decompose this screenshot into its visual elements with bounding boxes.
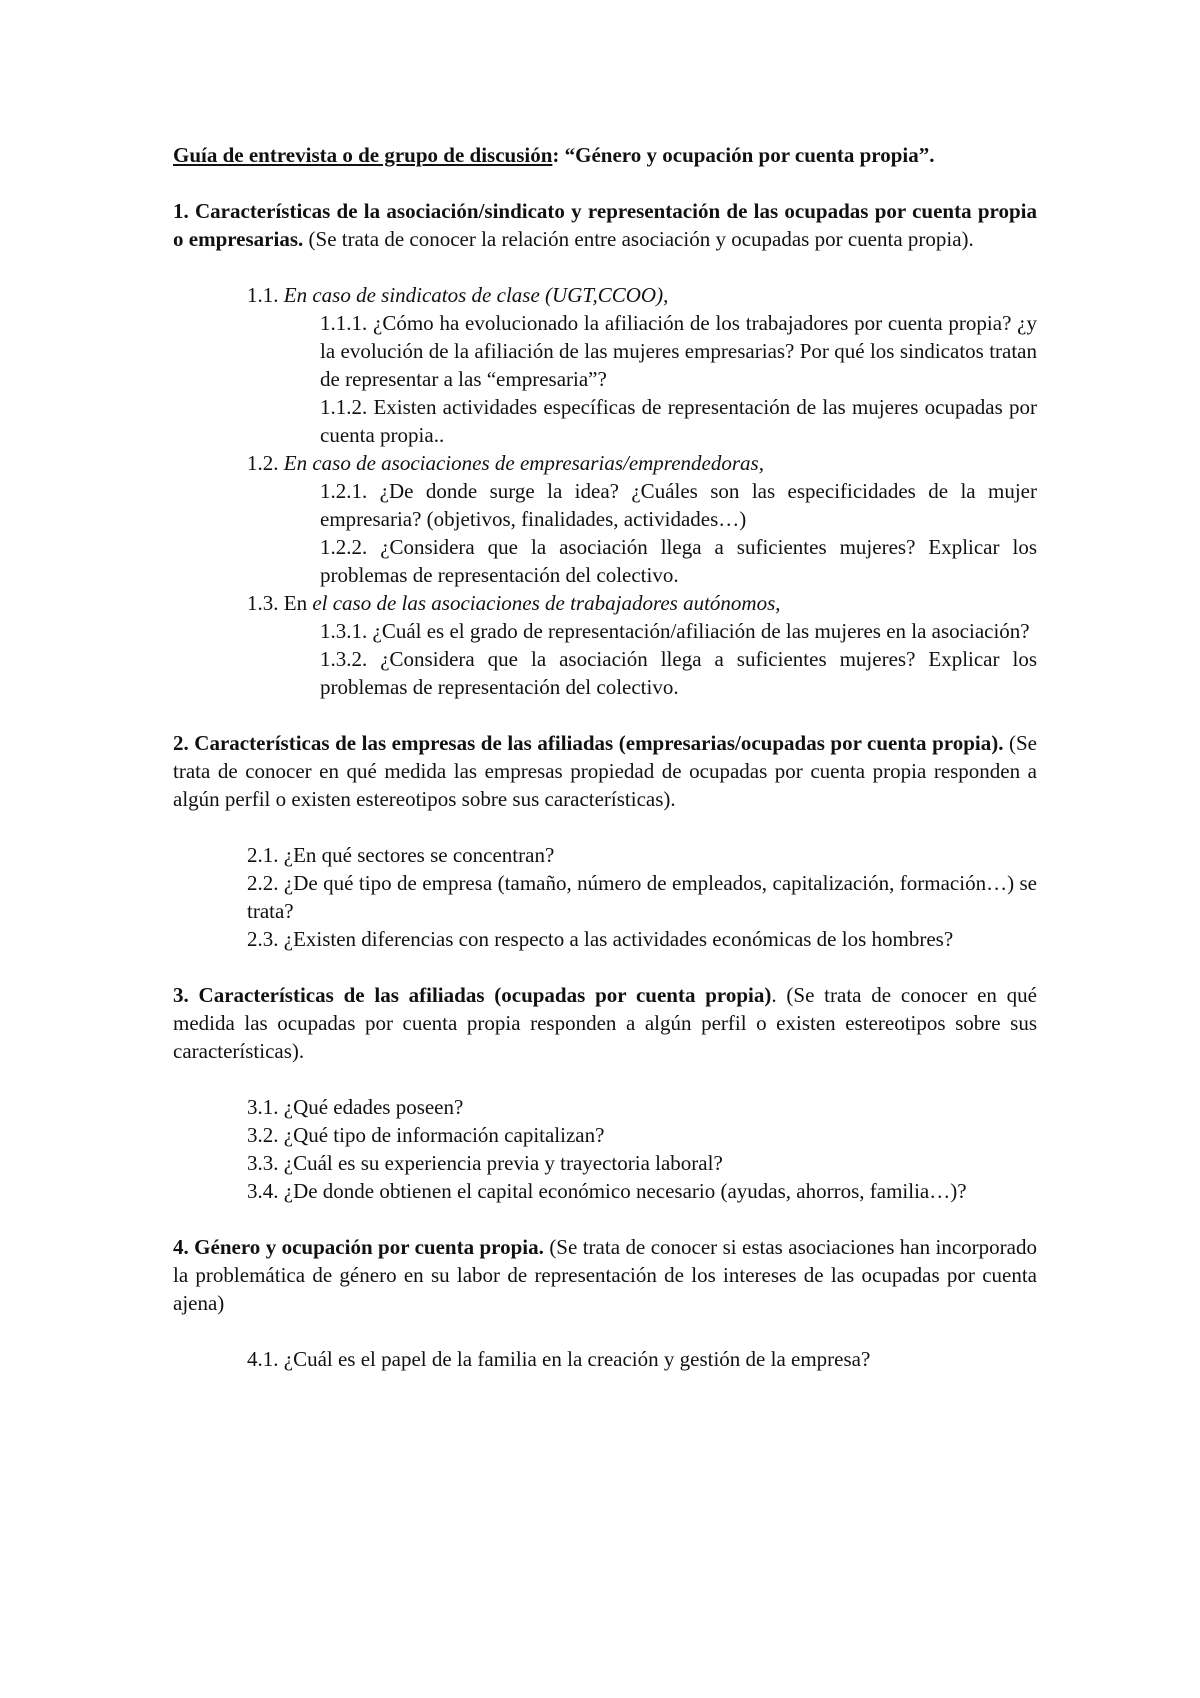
title-colon: :	[552, 143, 560, 167]
item-2-2: 2.2. ¿De qué tipo de empresa (tamaño, número de empleados, capitalización, formación…) se trata?	[247, 871, 1037, 923]
section-3-heading: 3. Características de las afiliadas (ocupadas por cuenta propia)	[173, 983, 772, 1007]
subsection-1-1-tail: ,	[663, 283, 669, 307]
item-4-1: 4.1. ¿Cuál es el papel de la familia en la creación y gestión de la empresa?	[247, 1347, 871, 1371]
subsection-1-1-number: 1.1.	[247, 283, 284, 307]
section-4-intro	[173, 1233, 1037, 1317]
question-1-2-2: 1.2.2. ¿Considera que la asociación llega a suficientes mujeres? Explicar los problemas de representación del colectivo.	[320, 535, 1037, 587]
item-3-1: 3.1. ¿Qué edades poseen?	[247, 1095, 464, 1119]
section-2-intro	[173, 729, 1037, 813]
document-title	[173, 141, 1037, 169]
section-4-desc: (Se trata de conocer si estas asociaciones han incorporado la problemática de género en su labor de representación de los intereses de las ocupadas por cuenta ajena)	[173, 1235, 1037, 1315]
subsection-1-2-number: 1.2.	[247, 451, 284, 475]
question-1-1-2: 1.1.2. Existen actividades específicas de representación de las mujeres ocupadas por cuenta propia..	[320, 395, 1037, 447]
title-underlined: Guía de entrevista o de grupo de discusión	[173, 143, 553, 167]
subsection-1-3-tail: ,	[775, 591, 781, 615]
subsection-1-1	[173, 281, 1037, 309]
section-1-intro	[173, 197, 1037, 253]
subsection-1-3	[173, 589, 1037, 617]
section-2-desc: (Se trata de conocer en qué medida las empresas propiedad de ocupadas por cuenta propia responden a algún perfil o existen estereotipos sobre sus características).	[173, 731, 1037, 811]
question-1-1-1: 1.1.1. ¿Cómo ha evolucionado la afiliación de los trabajadores por cuenta propia? ¿y la evolución de la afiliación de las mujeres empresarias? Por qué los sindicatos tratan de representar a las “empresaria”?	[320, 311, 1037, 391]
item-3-4: 3.4. ¿De donde obtienen el capital económico necesario (ayudas, ahorros, familia…)?	[247, 1179, 967, 1203]
item-2-1: 2.1. ¿En qué sectores se concentran?	[247, 843, 555, 867]
item-3-2: 3.2. ¿Qué tipo de información capitalizan?	[247, 1123, 605, 1147]
document-body	[173, 141, 1037, 1373]
subsection-1-2-label: En caso de asociaciones de empresarias/emprendedoras,	[283, 451, 764, 475]
section-4-heading: 4. Género y ocupación por cuenta propia.	[173, 1235, 544, 1259]
section-1-heading: 1. Características de la asociación/sindicato y representación de las ocupadas por cuenta propia o empresarias.	[173, 199, 1037, 251]
section-3-desc: . (Se trata de conocer en qué medida las ocupadas por cuenta propia responden a algún perfil o existen estereotipos sobre sus características).	[173, 983, 1038, 1063]
section-3-intro	[173, 981, 1037, 1065]
subsection-1-2	[173, 449, 1037, 477]
question-1-3-1: 1.3.1. ¿Cuál es el grado de representación/afiliación de las mujeres en la asociación?	[320, 619, 1030, 643]
question-1-3-2: 1.3.2. ¿Considera que la asociación llega a suficientes mujeres? Explicar los problemas de representación del colectivo.	[320, 647, 1037, 699]
subsection-1-3-number: 1.3. En	[247, 591, 313, 615]
subsection-1-3-label: el caso de las asociaciones de trabajadores autónomos	[312, 591, 776, 615]
title-quoted: “Género y ocupación por cuenta propia”.	[559, 143, 935, 167]
section-1-desc: (Se trata de conocer la relación entre asociación y ocupadas por cuenta propia).	[303, 227, 974, 251]
item-2-3: 2.3. ¿Existen diferencias con respecto a las actividades económicas de los hombres?	[247, 927, 954, 951]
subsection-1-1-label: En caso de sindicatos de clase (UGT,CCOO)	[283, 283, 664, 307]
question-1-2-1: 1.2.1. ¿De donde surge la idea? ¿Cuáles son las especificidades de la mujer empresaria? (objetivos, finalidades, actividades…)	[320, 479, 1037, 531]
item-3-3: 3.3. ¿Cuál es su experiencia previa y trayectoria laboral?	[247, 1151, 723, 1175]
section-2-heading: 2. Características de las empresas de las afiliadas (empresarias/ocupadas por cuenta propia).	[173, 731, 1004, 755]
